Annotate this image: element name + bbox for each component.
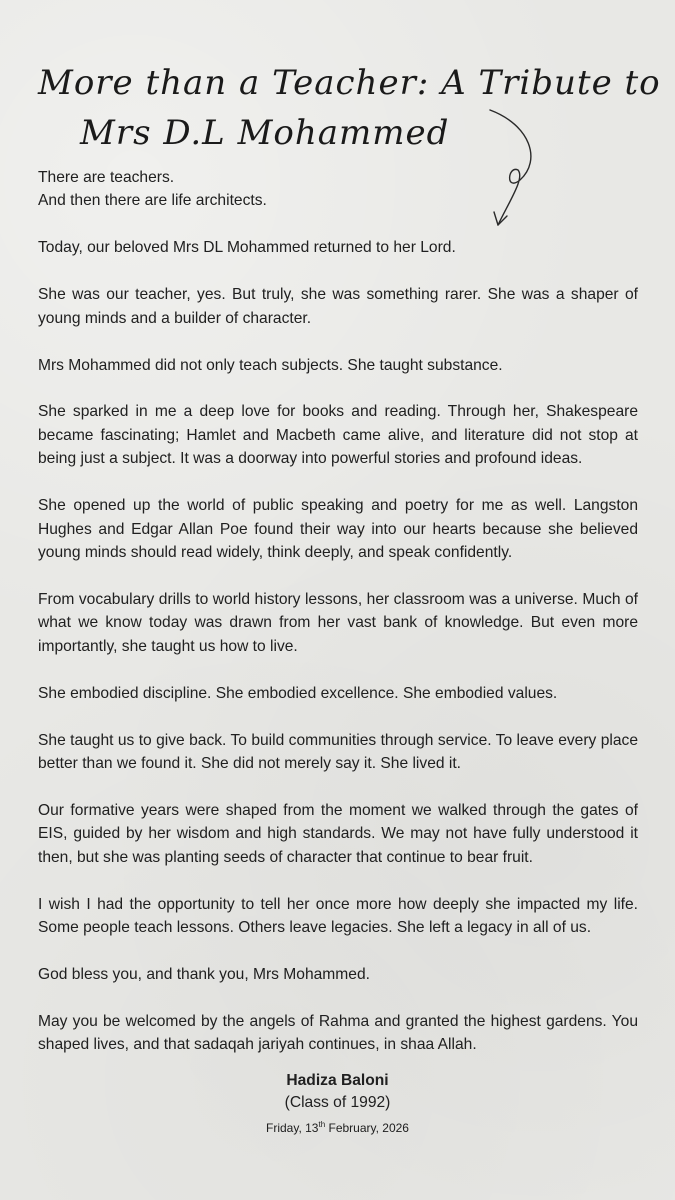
signature-block: [0, 1070, 675, 1137]
paragraph-text: I wish I had the opportunity to tell her once more how deeply she impacted my life. Some people teach lessons. Others leave legacies. She left a legacy in all of us.: [38, 895, 638, 936]
paragraph: [38, 236, 638, 259]
paragraph: [38, 729, 638, 776]
paragraph-text: Our formative years were shaped from the moment we walked through the gates of EIS, guided by her wisdom and high standards. We may not have fully understood it then, but she was planting seeds of character that continue to bear fruit.: [38, 801, 638, 866]
paragraph: [38, 588, 638, 658]
paragraph-text: She was our teacher, yes. But truly, she was something rarer. She was a shaper of young minds and a builder of character.: [38, 286, 638, 327]
author-class: (Class of 1992): [284, 1094, 391, 1111]
date-suffix: th: [318, 1120, 326, 1129]
paragraph-text: There are teachers.: [38, 169, 175, 186]
tribute-body: [38, 166, 638, 1080]
paragraph-text: Mrs Mohammed did not only teach subjects. She taught substance.: [38, 356, 503, 374]
title-line-1: More than a Teacher: A Tribute to: [38, 63, 661, 103]
paragraph-text: She opened up the world of public speaking and poetry for me as well. Langston Hughes and Edgar Allan Poe found their way into our hearts because she believed young minds should read widely, think deeply, and speak confidently.: [38, 497, 638, 561]
paragraph: [38, 1010, 638, 1057]
paragraph: [38, 799, 638, 869]
paragraph-text: From vocabulary drills to world history lessons, her classroom was a universe. Much of what we know today was drawn from her vast bank of knowledge. But even more importantly, she taught us how to live.: [38, 590, 638, 655]
paragraph-text: And then there are life architects.: [38, 192, 267, 210]
paragraph: [38, 893, 638, 940]
date-prefix: Friday, 13: [266, 1121, 319, 1135]
paragraph: [38, 494, 638, 564]
paragraph-text: She embodied discipline. She embodied excellence. She embodied values.: [38, 684, 558, 702]
paragraph-text: She taught us to give back. To build communities through service. To leave every place better than we found it. She did not merely say it. She lived it.: [38, 731, 638, 772]
paragraph-text: May you be welcomed by the angels of Rahma and granted the highest gardens. You shaped lives, and that sadaqah jariyah continues, in shaa Allah.: [38, 1012, 638, 1054]
paragraph-text: Today, our beloved Mrs DL Mohammed returned to her Lord.: [38, 239, 456, 257]
paragraph: [38, 682, 638, 705]
paragraph: [38, 963, 638, 986]
tribute-date: [0, 1116, 675, 1137]
paragraph: [38, 166, 638, 213]
handwritten-title: [30, 52, 661, 172]
author-name: Hadiza Baloni: [286, 1072, 389, 1089]
paragraph-text: She sparked in me a deep love for books and reading. Through her, Shakespeare became fascinating; Hamlet and Macbeth came alive, and literature did not stop at being just a subject. It was a doorway into powerful stories and profound ideas.: [38, 403, 638, 468]
title-line-2: Mrs D.L Mohammed: [80, 113, 450, 153]
paragraph: [38, 283, 638, 330]
paragraph: [38, 400, 638, 470]
paragraph: [38, 354, 638, 377]
paragraph-text: God bless you, and thank you, Mrs Mohammed.: [38, 965, 370, 983]
date-rest: February, 2026: [325, 1121, 409, 1135]
